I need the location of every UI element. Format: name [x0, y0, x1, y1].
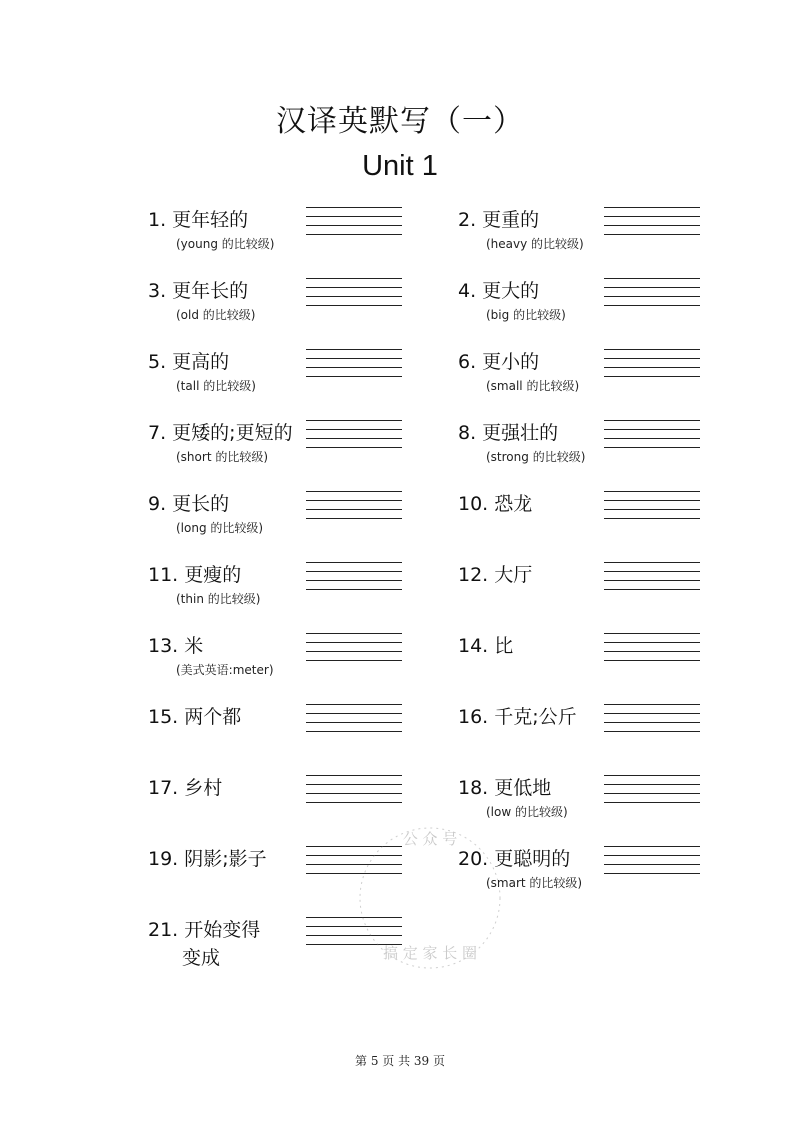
item-hint: (low 的比较级) — [486, 805, 568, 819]
svg-text:公 众 号: 公 众 号 — [402, 830, 458, 848]
item-label: 13. 米 — [148, 635, 204, 657]
item-hint: (big 的比较级) — [486, 308, 566, 322]
watermark-seal — [340, 808, 520, 988]
item-hint: (short 的比较级) — [176, 450, 269, 464]
item-label: 14. 比 — [458, 635, 514, 657]
item-label: 21. 开始变得 — [148, 919, 261, 941]
item-label: 15. 两个都 — [148, 706, 242, 728]
item-hint: (small 的比较级) — [486, 379, 580, 393]
answer-lines[interactable] — [604, 420, 700, 450]
answer-lines[interactable] — [604, 491, 700, 521]
item-label: 9. 更长的 — [148, 493, 230, 515]
answer-lines[interactable] — [604, 349, 700, 379]
answer-lines[interactable] — [306, 633, 402, 663]
answer-lines[interactable] — [306, 562, 402, 592]
item-hint: (strong 的比较级) — [486, 450, 586, 464]
answer-lines[interactable] — [306, 491, 402, 521]
list-item — [148, 563, 260, 607]
answer-lines[interactable] — [604, 633, 700, 663]
list-item — [148, 208, 274, 252]
item-label: 10. 恐龙 — [458, 493, 533, 515]
item-label: 5. 更高的 — [148, 351, 230, 373]
answer-lines[interactable] — [306, 349, 402, 379]
item-hint: (smart 的比较级) — [486, 876, 583, 890]
list-item — [148, 776, 222, 800]
list-item — [148, 847, 267, 871]
answer-lines[interactable] — [604, 704, 700, 734]
answer-lines[interactable] — [306, 420, 402, 450]
list-item — [458, 492, 532, 516]
list-item — [458, 208, 584, 252]
item-hint: (old 的比较级) — [176, 308, 256, 322]
list-item — [458, 279, 566, 323]
item-hint: (tall 的比较级) — [176, 379, 256, 393]
answer-lines[interactable] — [604, 207, 700, 237]
item-hint: (heavy 的比较级) — [486, 237, 584, 251]
item-label: 19. 阴影;影子 — [148, 848, 267, 870]
page-title: 汉译英默写（一） — [276, 104, 524, 139]
item-label-continued: 变成 — [182, 947, 221, 969]
answer-lines[interactable] — [306, 704, 402, 734]
item-label: 12. 大厅 — [458, 564, 533, 586]
list-item — [458, 563, 532, 587]
answer-lines[interactable] — [306, 278, 402, 308]
list-item — [148, 705, 241, 729]
answer-lines[interactable] — [604, 562, 700, 592]
list-item — [458, 705, 577, 729]
list-item — [148, 492, 263, 536]
item-hint: (young 的比较级) — [176, 237, 275, 251]
item-label: 6. 更小的 — [458, 351, 540, 373]
item-hint: (long 的比较级) — [176, 521, 264, 535]
list-item — [148, 279, 255, 323]
item-label: 8. 更强壮的 — [458, 422, 559, 444]
item-label: 11. 更瘦的 — [148, 564, 242, 586]
item-label: 1. 更年轻的 — [148, 209, 249, 231]
item-label: 17. 乡村 — [148, 777, 223, 799]
list-item — [148, 918, 260, 970]
svg-text:搞 定 家 长 圈: 搞 定 家 长 圈 — [382, 944, 478, 962]
page-footer: 第 5 页 共 39 页 — [355, 1054, 445, 1068]
list-item — [148, 634, 274, 678]
item-label: 2. 更重的 — [458, 209, 540, 231]
answer-lines[interactable] — [604, 846, 700, 876]
item-label: 18. 更低地 — [458, 777, 552, 799]
item-hint: (美式英语:meter) — [176, 663, 274, 677]
item-label: 4. 更大的 — [458, 280, 540, 302]
answer-lines[interactable] — [306, 207, 402, 237]
list-item — [458, 421, 585, 465]
answer-lines[interactable] — [604, 278, 700, 308]
list-item — [458, 350, 579, 394]
list-item — [458, 634, 513, 658]
list-item — [148, 350, 256, 394]
item-hint: (thin 的比较级) — [176, 592, 261, 606]
item-label: 20. 更聪明的 — [458, 848, 571, 870]
list-item — [148, 421, 293, 465]
item-label: 3. 更年长的 — [148, 280, 249, 302]
answer-lines[interactable] — [306, 775, 402, 805]
answer-lines[interactable] — [604, 775, 700, 805]
item-label: 7. 更矮的;更短的 — [148, 422, 293, 444]
item-label: 16. 千克;公斤 — [458, 706, 577, 728]
unit-subtitle: Unit 1 — [362, 150, 438, 182]
